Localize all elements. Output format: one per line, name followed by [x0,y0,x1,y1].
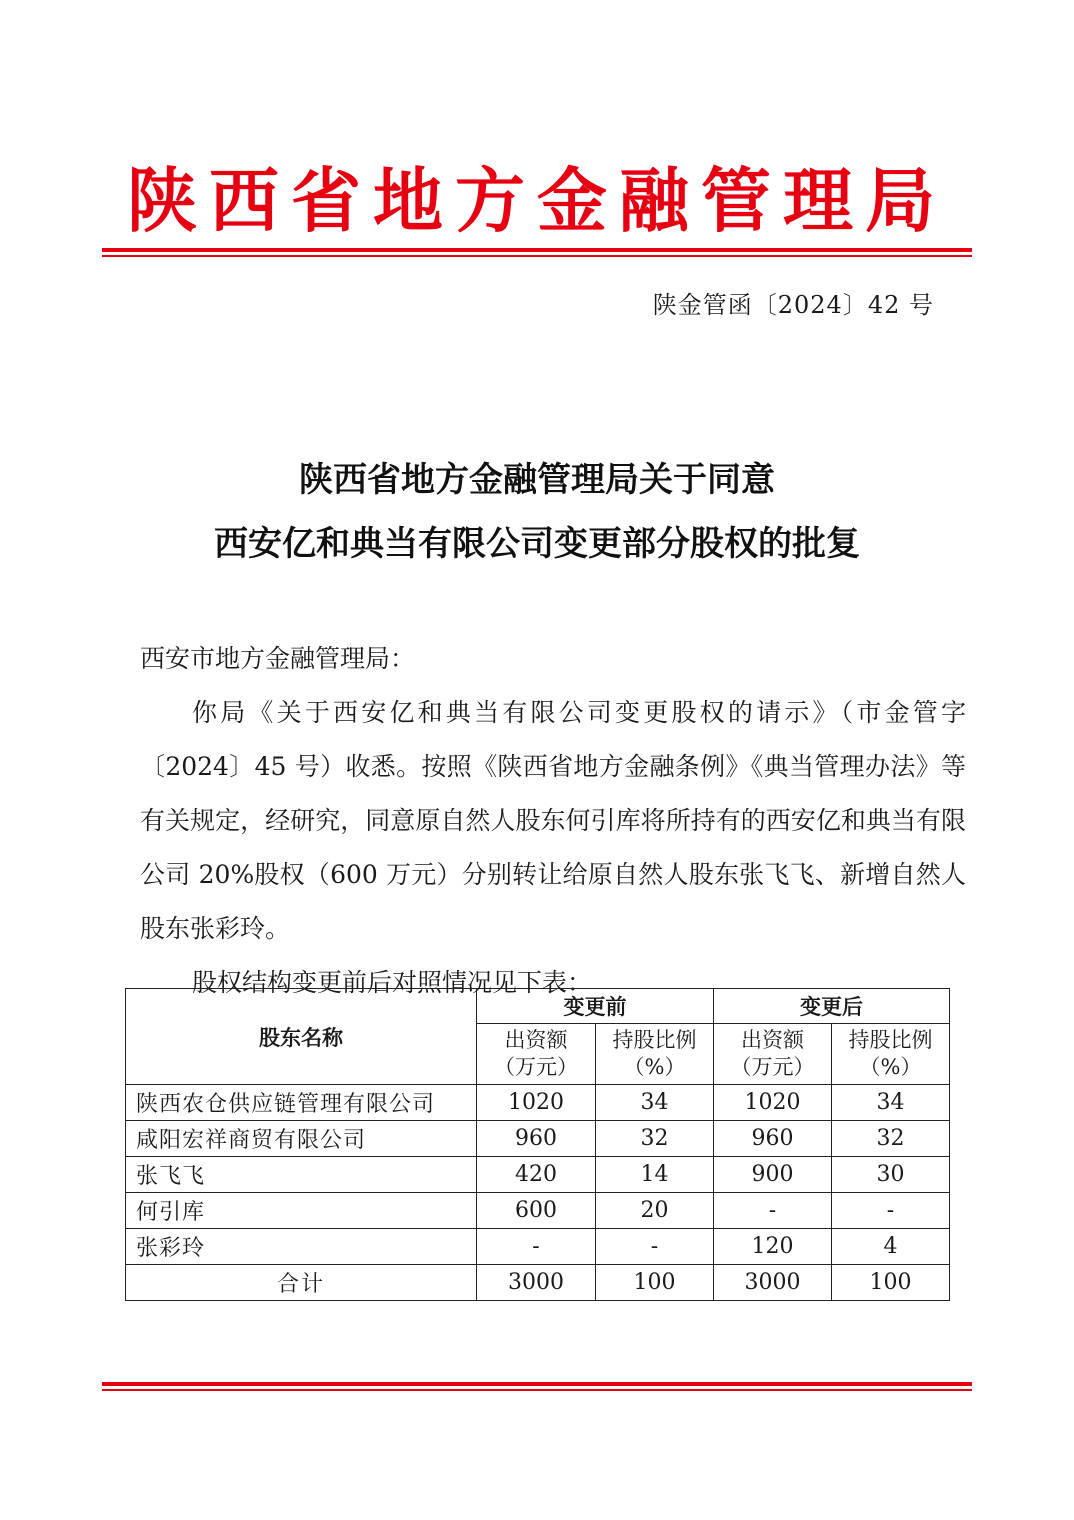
ratio-label: 持股比例 [612,1028,697,1052]
shareholder-name: 陕西农仓供应链管理有限公司 [126,1085,477,1121]
after-ratio: 4 [832,1229,950,1265]
agency-masthead: 陕西省地方金融管理局 [127,159,947,242]
table-row [126,1157,950,1193]
addressee: 西安市地方金融管理局： [140,644,416,673]
before-ratio: - [596,1229,714,1265]
after-capital: 960 [714,1121,832,1157]
title-line-2: 西安亿和典当有限公司变更部分股权的批复 [214,524,860,564]
capital-unit: （万元） [730,1055,815,1079]
rule-thick-line [102,1382,972,1386]
before-ratio: 32 [596,1121,714,1157]
after-ratio: 32 [832,1121,950,1157]
ratio-label: 持股比例 [848,1028,933,1052]
before-capital-header [477,1024,596,1085]
before-capital: 1020 [477,1085,596,1121]
total-before-capital: 3000 [477,1265,596,1301]
shareholder-name: 张彩玲 [126,1229,477,1265]
after-ratio: - [832,1193,950,1229]
total-before-ratio: 100 [596,1265,714,1301]
capital-label: 出资额 [741,1028,804,1052]
total-after-ratio: 100 [832,1265,950,1301]
before-capital: - [477,1229,596,1265]
masthead-red-rule [102,248,972,257]
capital-label: 出资额 [504,1028,568,1052]
equity-structure-table [125,988,950,1301]
shareholder-name: 张飞飞 [126,1157,477,1193]
after-capital: - [714,1193,832,1229]
table-row [126,1121,950,1157]
document-body [140,632,966,1010]
after-ratio: 30 [832,1157,950,1193]
total-label: 合计 [126,1265,477,1301]
after-capital: 900 [714,1157,832,1193]
title-line-1: 陕西省地方金融管理局关于同意 [299,460,775,500]
table-row [126,1229,950,1265]
ratio-unit: （%） [623,1055,686,1079]
ratio-unit: （%） [859,1055,922,1079]
shareholder-name-header: 股东名称 [126,989,477,1085]
before-ratio: 34 [596,1085,714,1121]
capital-unit: （万元） [494,1055,578,1079]
after-change-header: 变更后 [714,989,950,1024]
approval-paragraph: 你局《关于西安亿和典当有限公司变更股权的请示》（市金管字〔2024〕45 号）收悉。按照《陕西省地方金融条例》《典当管理办法》等有关规定，经研究，同意原自然人股东何引库将所持有的西安亿和典当有限公司 20%股权（600 万元）分别转让给原自然人股东张飞飞、新增自然人股东张彩玲。 [140,698,966,943]
after-capital: 1020 [714,1085,832,1121]
shareholder-name: 咸阳宏祥商贸有限公司 [126,1121,477,1157]
table-total-row [126,1265,950,1301]
before-capital: 960 [477,1121,596,1157]
before-capital: 420 [477,1157,596,1193]
before-ratio: 14 [596,1157,714,1193]
total-after-capital: 3000 [714,1265,832,1301]
after-capital: 120 [714,1229,832,1265]
footer-red-rule [102,1382,972,1391]
before-capital: 600 [477,1193,596,1229]
rule-thin-line [102,1389,972,1391]
table-row [126,1085,950,1121]
document-title [80,448,994,576]
after-ratio-header [832,1024,950,1085]
shareholder-name: 何引库 [126,1193,477,1229]
before-ratio-header [596,1024,714,1085]
rule-thin-line [102,255,972,257]
before-change-header: 变更前 [477,989,714,1024]
table-row [126,1193,950,1229]
after-ratio: 34 [832,1085,950,1121]
document-number: 陕金管函〔2024〕42 号 [652,291,934,319]
after-capital-header [714,1024,832,1085]
before-ratio: 20 [596,1193,714,1229]
table-intro-paragraph: 股权结构变更前后对照情况见下表： [192,968,593,997]
rule-thick-line [102,248,972,252]
